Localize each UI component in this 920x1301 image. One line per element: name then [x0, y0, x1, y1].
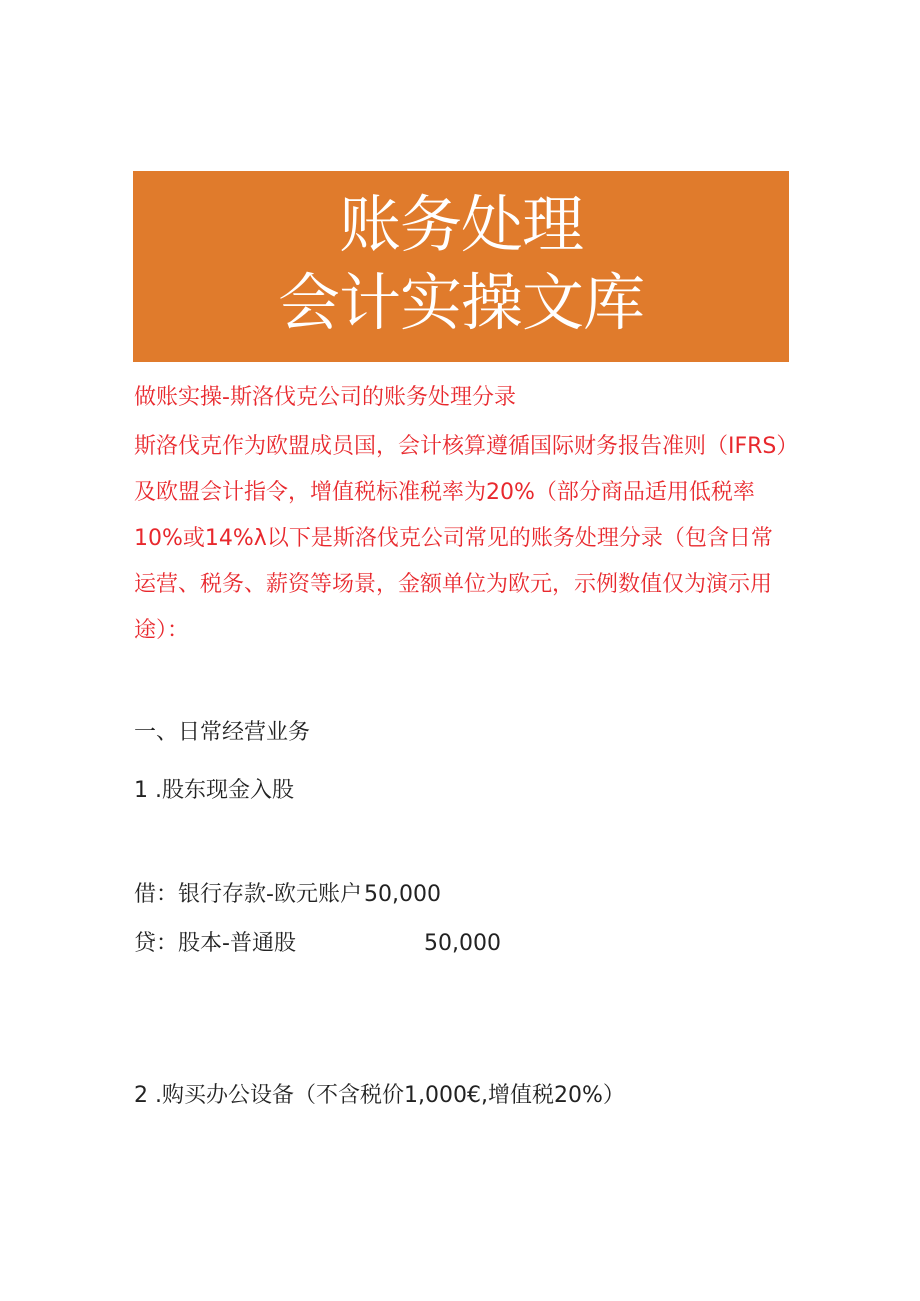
banner-title-line1: 账务处理	[338, 187, 583, 261]
intro-section	[134, 380, 794, 654]
item1-debit-amount: 50,000	[364, 882, 441, 907]
item2-title: 2 .购买办公设备（不含税价1,000€,增值税20%）	[134, 1083, 625, 1108]
section-heading: 一、日常经营业务	[134, 720, 311, 745]
banner-title-line2: 会计实操文库	[277, 265, 644, 339]
item1-credit-label: 贷：股本-普通股	[134, 931, 296, 956]
intro-paragraph: 斯洛伐克作为欧盟成员国，会计核算遵循国际财务报告准则（IFRS）及欧盟会计指令，增值税标准税率为20%（部分商品适用低税率10%或14%λ以下是斯洛伐克公司常见的账务处理分录（包含日常运营、税务、薪资等场景，金额单位为欧元，示例数值仅为演示用途）：	[134, 434, 788, 643]
item1-debit-label: 借：银行存款-欧元账户	[134, 882, 362, 907]
title-banner	[133, 171, 789, 362]
intro-lead: 做账实操-斯洛伐克公司的账务处理分录	[134, 385, 516, 410]
item1-credit-amount: 50,000	[424, 931, 501, 956]
item1-title: 1 .股东现金入股	[134, 778, 294, 803]
